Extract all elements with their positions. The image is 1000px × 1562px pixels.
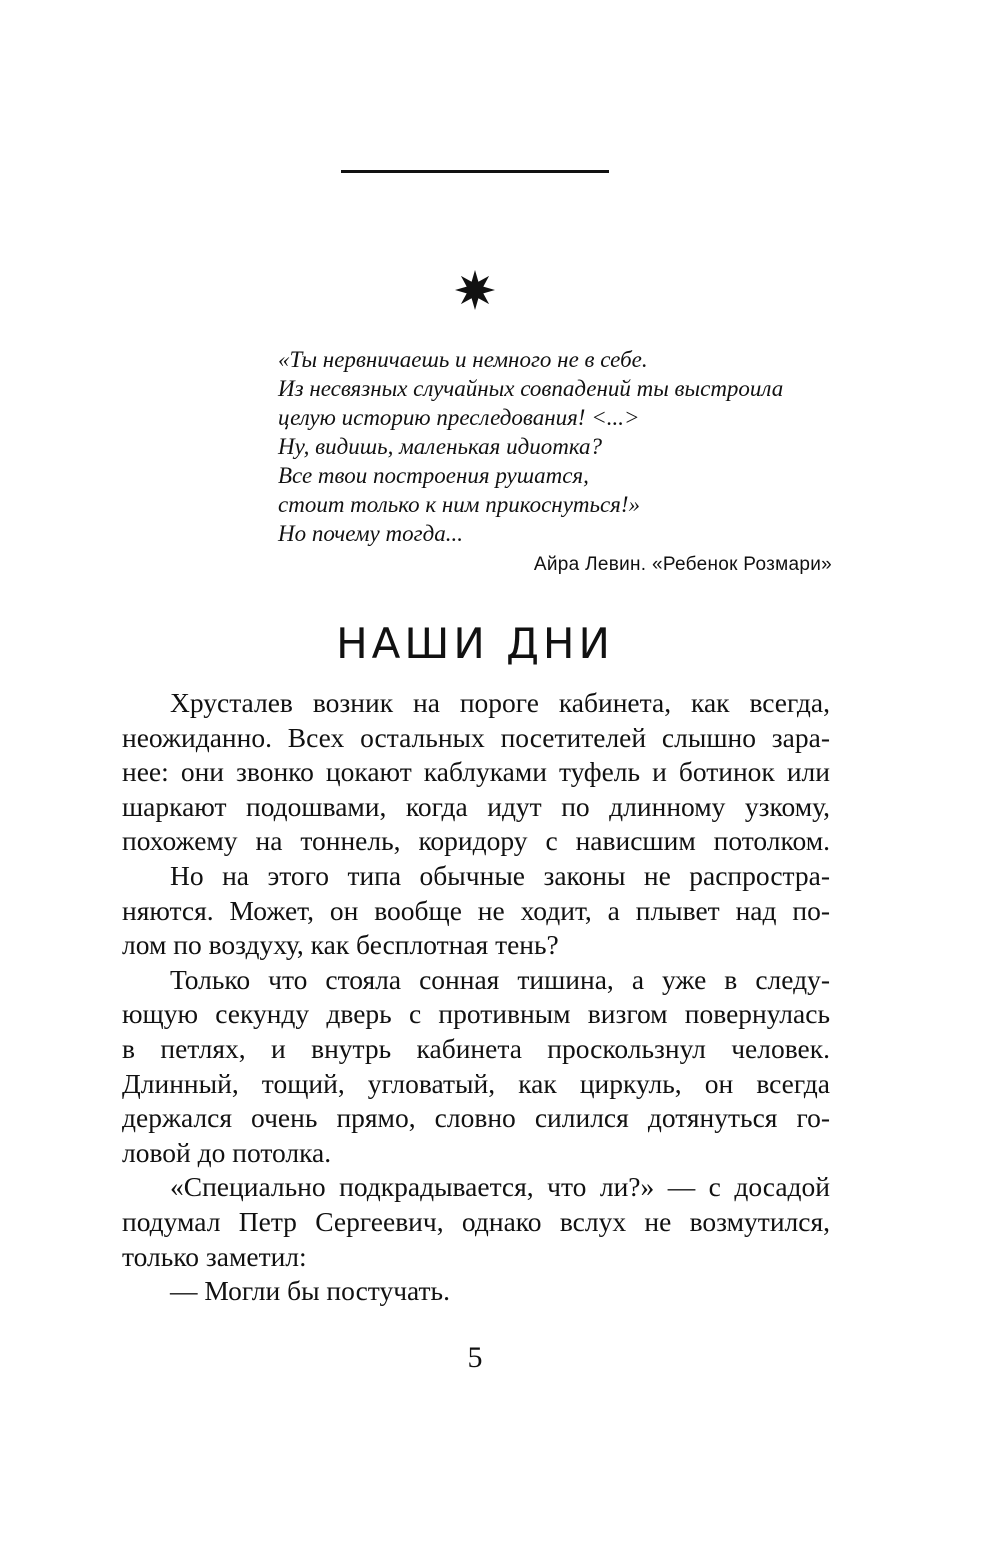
paragraph (122, 686, 830, 859)
text-line: неожиданно. Всех остальных посетителей слышно зара- (122, 721, 830, 753)
text-line: только заметил: (122, 1240, 307, 1272)
chapter-title: НАШИ ДНИ (336, 619, 614, 668)
text-line: Только что стояла сонная тишина, а уже в следу- (170, 963, 830, 995)
epigraph-line: «Ты нервничаешь и немного не в себе. (278, 347, 648, 372)
eight-point-star-icon (455, 270, 495, 310)
text-line: ющую секунду дверь с противным визгом повернулась (122, 998, 830, 1030)
text-line: нее: они звонко цокают каблуками туфель и ботинок или (122, 756, 830, 788)
text-line: подумал Петр Сергеевич, однако вслух не возмутился, (122, 1205, 830, 1237)
chapter-top-rule (341, 170, 609, 173)
paragraph (122, 1274, 830, 1309)
text-line: Хрусталев возник на пороге кабинета, как всегда, (170, 687, 830, 718)
epigraph (278, 345, 838, 548)
text-line: Но на этого типа обычные законы не распростра- (170, 859, 830, 891)
epigraph-line: Ну, видишь, маленькая идиотка? (278, 434, 603, 459)
text-line: «Специально подкрадывается, что ли?» — с досадой (170, 1171, 830, 1203)
text-line: похожему на тоннель, коридору с нависшим потолком. (122, 825, 830, 857)
text-line: лом по воздуху, как бесплотная тень? (122, 929, 559, 961)
epigraph-line: целую историю преследования! <...> (278, 405, 640, 430)
text-line: — Могли бы постучать. (170, 1275, 450, 1307)
body-text (122, 686, 830, 1309)
paragraph (122, 1170, 830, 1274)
epigraph-source: Айра Левин. «Ребенок Розмари» (533, 554, 832, 575)
paragraph (122, 963, 830, 1171)
page-number: 5 (467, 1341, 483, 1374)
epigraph-line: Из несвязных случайных совпадений ты выстроила (278, 376, 784, 401)
text-line: в петлях, и внутрь кабинета проскользнул человек. (122, 1032, 830, 1064)
epigraph-line: Все твои построения рушатся, (278, 463, 589, 488)
text-line: ловой до потолка. (122, 1136, 332, 1168)
text-line: Длинный, тощий, угловатый, как циркуль, он всегда (122, 1067, 830, 1099)
text-line: няются. Может, он вообще не ходит, а плывет над по- (122, 894, 830, 926)
epigraph-line: Но почему тогда... (278, 521, 463, 546)
epigraph-line: стоит только к ним прикоснуться!» (278, 492, 641, 517)
text-line: шаркают подошвами, когда идут по длинному узкому, (122, 790, 830, 822)
paragraph (122, 859, 830, 963)
text-line: держался очень прямо, словно силился дотянуться го- (122, 1102, 830, 1134)
